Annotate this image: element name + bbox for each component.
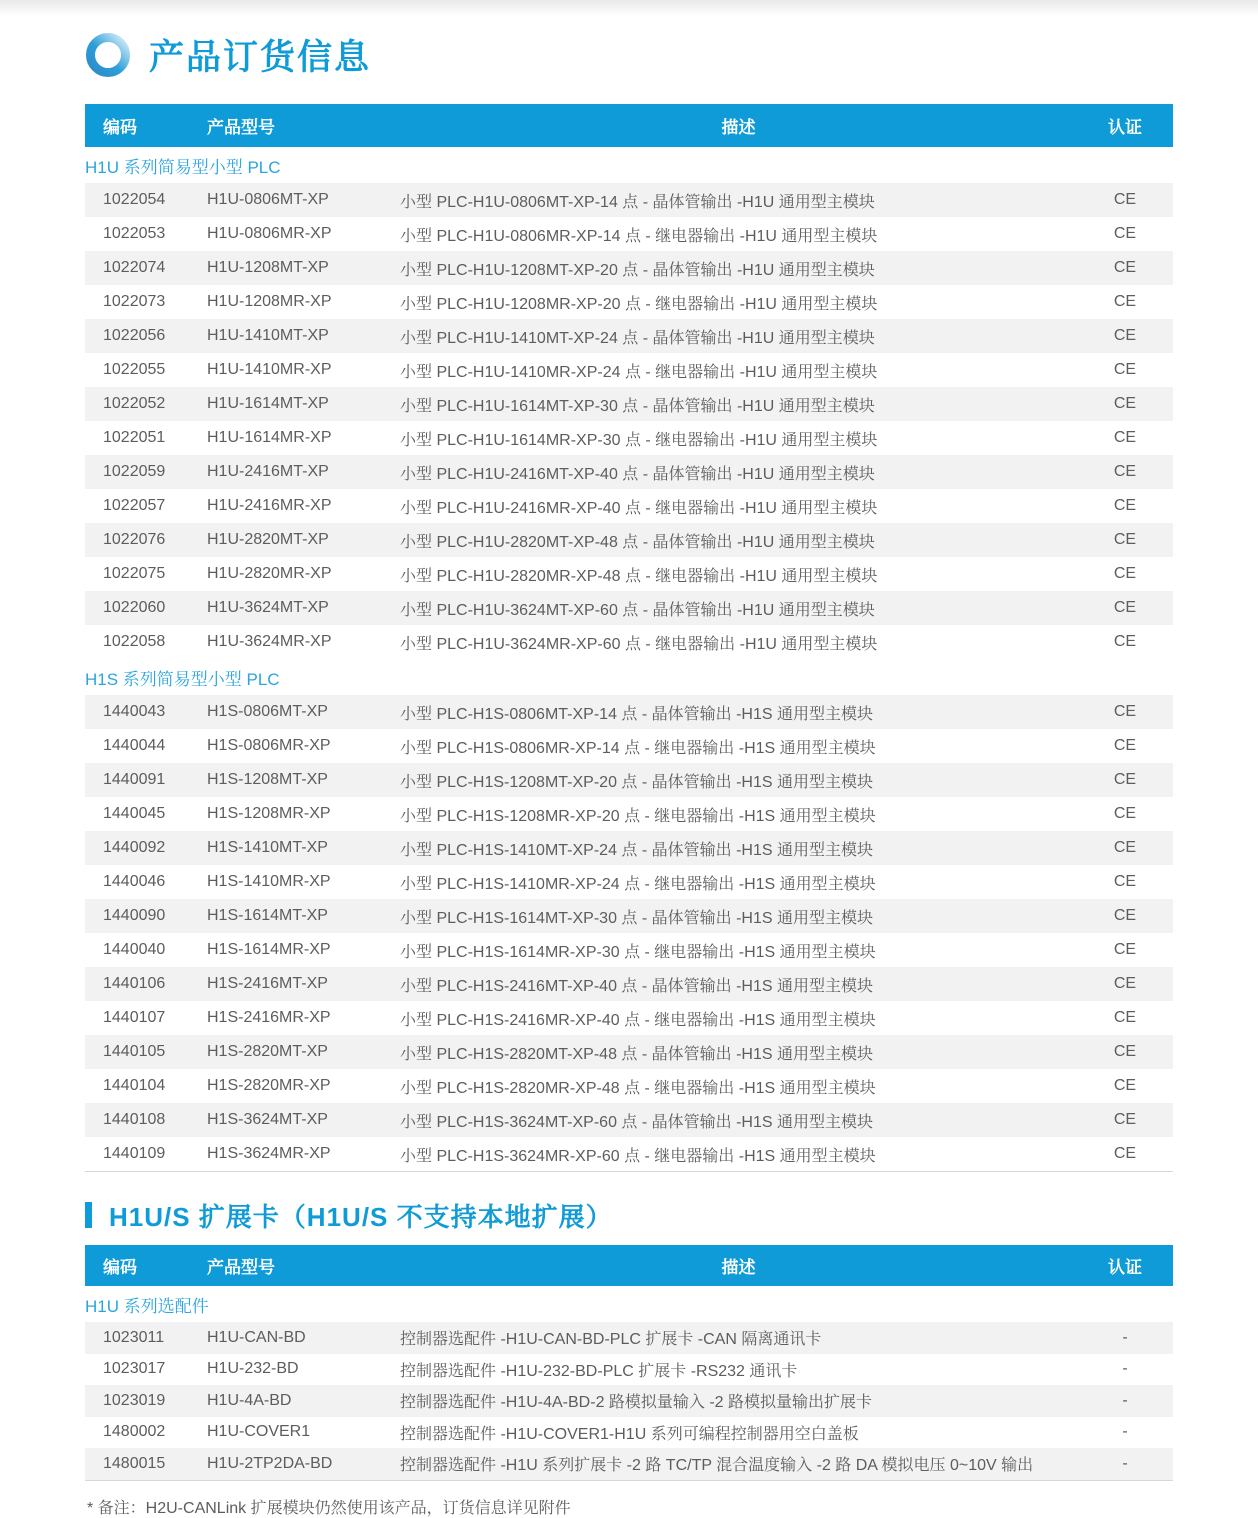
table-row bbox=[85, 1354, 1173, 1386]
cell-description: 小型 PLC-H1U-1208MT-XP-20 点 - 晶体管输出 -H1U 通用型主模块 bbox=[400, 261, 875, 279]
table-row bbox=[85, 251, 1173, 285]
cell-certification: CE bbox=[1113, 771, 1137, 788]
cell-code: 1440043 bbox=[103, 703, 166, 720]
cell-code: 1480015 bbox=[103, 1454, 166, 1472]
cell-code: 1022059 bbox=[103, 463, 166, 480]
cell-certification: - bbox=[1122, 1391, 1128, 1409]
plc-order-table-body bbox=[85, 147, 1173, 1171]
table-row bbox=[85, 967, 1173, 1001]
cell-code: 1440104 bbox=[103, 1077, 166, 1094]
expansion-card-section-title: H1U/S 扩展卡（H1U/S 不支持本地扩展） bbox=[109, 1201, 613, 1232]
cell-model: H1S-1614MR-XP bbox=[207, 941, 331, 958]
cell-certification: - bbox=[1122, 1360, 1128, 1378]
table-row bbox=[85, 523, 1173, 557]
table-row bbox=[85, 591, 1173, 625]
page-top-shade bbox=[0, 0, 1258, 16]
cell-code: 1440040 bbox=[103, 941, 166, 958]
cell-description: 小型 PLC-H1S-1410MR-XP-24 点 - 继电器输出 -H1S 通用型主模块 bbox=[400, 875, 876, 893]
cell-description: 小型 PLC-H1U-0806MT-XP-14 点 - 晶体管输出 -H1U 通用型主模块 bbox=[400, 193, 875, 211]
table-row bbox=[85, 695, 1173, 729]
cell-model: H1U-3624MT-XP bbox=[207, 599, 329, 616]
cell-description: 小型 PLC-H1S-1208MT-XP-20 点 - 晶体管输出 -H1S 通用型主模块 bbox=[400, 773, 873, 791]
group-label: H1S 系列简易型小型 PLC bbox=[85, 669, 280, 689]
table-row bbox=[85, 319, 1173, 353]
cell-description: 小型 PLC-H1S-0806MT-XP-14 点 - 晶体管输出 -H1S 通用型主模块 bbox=[400, 705, 873, 723]
table-row bbox=[85, 1448, 1173, 1480]
column-header-certification: 认证 bbox=[1108, 1258, 1142, 1277]
cell-model: H1U-CAN-BD bbox=[207, 1328, 306, 1346]
cell-model: H1S-0806MT-XP bbox=[207, 703, 328, 720]
cell-certification: CE bbox=[1113, 703, 1137, 720]
cell-code: 1022052 bbox=[103, 395, 166, 412]
cell-description: 控制器选配件 -H1U-COVER1-H1U 系列可编程控制器用空白盖板 bbox=[400, 1425, 859, 1443]
cell-model: H1U-3624MR-XP bbox=[207, 633, 332, 650]
table-row bbox=[85, 455, 1173, 489]
cell-description: 小型 PLC-H1U-2416MR-XP-40 点 - 继电器输出 -H1U 通用型主模块 bbox=[400, 499, 878, 517]
heading-accent-bar bbox=[85, 1202, 92, 1228]
cell-model: H1S-3624MR-XP bbox=[207, 1145, 331, 1162]
cell-code: 1022075 bbox=[103, 565, 166, 582]
cell-model: H1S-1614MT-XP bbox=[207, 907, 328, 924]
cell-model: H1S-1410MT-XP bbox=[207, 839, 328, 856]
group-header-row bbox=[85, 659, 1173, 695]
ring-icon bbox=[85, 32, 131, 78]
cell-model: H1U-COVER1 bbox=[207, 1423, 311, 1441]
cell-description: 小型 PLC-H1U-2820MT-XP-48 点 - 晶体管输出 -H1U 通用型主模块 bbox=[400, 533, 875, 551]
column-header-model: 产品型号 bbox=[207, 118, 275, 137]
cell-model: H1U-2416MT-XP bbox=[207, 463, 329, 480]
plc-order-table bbox=[85, 104, 1173, 1172]
cell-description: 小型 PLC-H1U-3624MR-XP-60 点 - 继电器输出 -H1U 通用型主模块 bbox=[400, 635, 878, 653]
cell-certification: CE bbox=[1113, 429, 1137, 446]
cell-model: H1U-1614MT-XP bbox=[207, 395, 329, 412]
cell-code: 1022054 bbox=[103, 191, 166, 208]
table-row bbox=[85, 1417, 1173, 1449]
cell-certification: CE bbox=[1113, 633, 1137, 650]
cell-model: H1U-1410MR-XP bbox=[207, 361, 332, 378]
table-header-row bbox=[85, 1245, 1173, 1286]
cell-description: 小型 PLC-H1S-1614MT-XP-30 点 - 晶体管输出 -H1S 通用型主模块 bbox=[400, 909, 873, 927]
cell-description: 小型 PLC-H1U-1410MT-XP-24 点 - 晶体管输出 -H1U 通用型主模块 bbox=[400, 329, 875, 347]
cell-model: H1S-0806MR-XP bbox=[207, 737, 331, 754]
cell-certification: CE bbox=[1113, 737, 1137, 754]
cell-certification: CE bbox=[1113, 463, 1137, 480]
group-label: H1U 系列选配件 bbox=[85, 1296, 209, 1316]
table-row bbox=[85, 1001, 1173, 1035]
cell-certification: - bbox=[1122, 1328, 1128, 1346]
cell-description: 小型 PLC-H1S-2820MR-XP-48 点 - 继电器输出 -H1S 通用型主模块 bbox=[400, 1079, 876, 1097]
table-row bbox=[85, 421, 1173, 455]
cell-code: 1022056 bbox=[103, 327, 166, 344]
cell-description: 小型 PLC-H1U-2820MR-XP-48 点 - 继电器输出 -H1U 通用型主模块 bbox=[400, 567, 878, 585]
cell-model: H1S-2820MT-XP bbox=[207, 1043, 328, 1060]
cell-description: 小型 PLC-H1U-0806MR-XP-14 点 - 继电器输出 -H1U 通用型主模块 bbox=[400, 227, 878, 245]
cell-code: 1440044 bbox=[103, 737, 166, 754]
table-row bbox=[85, 831, 1173, 865]
cell-model: H1U-2820MR-XP bbox=[207, 565, 332, 582]
cell-code: 1023019 bbox=[103, 1391, 166, 1409]
cell-code: 1022060 bbox=[103, 599, 166, 616]
cell-certification: CE bbox=[1113, 191, 1137, 208]
cell-description: 小型 PLC-H1S-2416MR-XP-40 点 - 继电器输出 -H1S 通用型主模块 bbox=[400, 1011, 876, 1029]
cell-description: 小型 PLC-H1S-1614MR-XP-30 点 - 继电器输出 -H1S 通用型主模块 bbox=[400, 943, 876, 961]
cell-description: 小型 PLC-H1S-3624MR-XP-60 点 - 继电器输出 -H1S 通用型主模块 bbox=[400, 1147, 876, 1165]
table-row bbox=[85, 797, 1173, 831]
cell-model: H1U-2TP2DA-BD bbox=[207, 1454, 333, 1472]
cell-description: 小型 PLC-H1U-3624MT-XP-60 点 - 晶体管输出 -H1U 通用型主模块 bbox=[400, 601, 875, 619]
cell-model: H1U-0806MT-XP bbox=[207, 191, 329, 208]
table-row bbox=[85, 557, 1173, 591]
cell-certification: CE bbox=[1113, 1145, 1137, 1162]
cell-code: 1440105 bbox=[103, 1043, 166, 1060]
cell-code: 1440046 bbox=[103, 873, 166, 890]
cell-model: H1S-1208MT-XP bbox=[207, 771, 328, 788]
cell-model: H1U-1614MR-XP bbox=[207, 429, 332, 446]
table-row bbox=[85, 217, 1173, 251]
table-row bbox=[85, 1385, 1173, 1417]
cell-code: 1440106 bbox=[103, 975, 166, 992]
footnote: * 备注：H2U-CANLink 扩展模块仍然使用该产品，订货信息详见附件 bbox=[87, 1499, 571, 1517]
page-title: 产品订货信息 bbox=[149, 38, 372, 77]
cell-certification: CE bbox=[1113, 805, 1137, 822]
cell-model: H1U-0806MR-XP bbox=[207, 225, 332, 242]
cell-code: 1022051 bbox=[103, 429, 166, 446]
cell-certification: CE bbox=[1113, 361, 1137, 378]
cell-description: 小型 PLC-H1S-3624MT-XP-60 点 - 晶体管输出 -H1S 通用型主模块 bbox=[400, 1113, 873, 1131]
table-header-row bbox=[85, 104, 1173, 147]
expansion-card-table-body bbox=[85, 1286, 1173, 1480]
cell-certification: CE bbox=[1113, 1111, 1137, 1128]
table-row bbox=[85, 1035, 1173, 1069]
cell-certification: - bbox=[1122, 1454, 1128, 1472]
cell-certification: CE bbox=[1113, 975, 1137, 992]
cell-code: 1440107 bbox=[103, 1009, 166, 1026]
group-header-row bbox=[85, 147, 1173, 183]
cell-description: 小型 PLC-H1U-2416MT-XP-40 点 - 晶体管输出 -H1U 通用型主模块 bbox=[400, 465, 875, 483]
cell-code: 1440109 bbox=[103, 1145, 166, 1162]
cell-certification: CE bbox=[1113, 225, 1137, 242]
cell-certification: CE bbox=[1113, 497, 1137, 514]
cell-model: H1U-232-BD bbox=[207, 1360, 299, 1378]
group-header-row bbox=[85, 1286, 1173, 1322]
cell-certification: CE bbox=[1113, 839, 1137, 856]
expansion-card-table bbox=[85, 1245, 1173, 1481]
cell-code: 1480002 bbox=[103, 1423, 166, 1441]
table-row bbox=[85, 1137, 1173, 1171]
cell-code: 1440092 bbox=[103, 839, 166, 856]
cell-code: 1022076 bbox=[103, 531, 166, 548]
cell-model: H1U-2820MT-XP bbox=[207, 531, 329, 548]
column-header-model: 产品型号 bbox=[207, 1258, 275, 1277]
column-header-description: 描述 bbox=[721, 118, 756, 137]
column-header-code: 编码 bbox=[103, 1258, 137, 1277]
expansion-card-section-heading bbox=[85, 1200, 1258, 1230]
cell-code: 1022058 bbox=[103, 633, 166, 650]
table-row bbox=[85, 625, 1173, 659]
cell-code: 1023011 bbox=[103, 1328, 165, 1346]
cell-description: 小型 PLC-H1S-2820MT-XP-48 点 - 晶体管输出 -H1S 通用型主模块 bbox=[400, 1045, 873, 1063]
cell-code: 1440091 bbox=[103, 771, 166, 788]
cell-model: H1U-1410MT-XP bbox=[207, 327, 329, 344]
column-header-description: 描述 bbox=[721, 1258, 756, 1277]
cell-code: 1023017 bbox=[103, 1360, 166, 1378]
table-row bbox=[85, 1103, 1173, 1137]
cell-certification: CE bbox=[1113, 531, 1137, 548]
cell-certification: CE bbox=[1113, 259, 1137, 276]
cell-code: 1440108 bbox=[103, 1111, 166, 1128]
cell-description: 小型 PLC-H1U-1410MR-XP-24 点 - 继电器输出 -H1U 通用型主模块 bbox=[400, 363, 878, 381]
cell-certification: CE bbox=[1113, 395, 1137, 412]
cell-code: 1022074 bbox=[103, 259, 166, 276]
page-header bbox=[85, 30, 1258, 80]
cell-code: 1022057 bbox=[103, 497, 166, 514]
cell-description: 控制器选配件 -H1U 系列扩展卡 -2 路 TC/TP 混合温度输入 -2 路 DA 模拟电压 0~10V 输出 bbox=[400, 1457, 1034, 1475]
table-row bbox=[85, 865, 1173, 899]
cell-model: H1S-3624MT-XP bbox=[207, 1111, 328, 1128]
cell-certification: CE bbox=[1113, 293, 1137, 310]
table-row bbox=[85, 387, 1173, 421]
cell-model: H1S-2820MR-XP bbox=[207, 1077, 331, 1094]
cell-code: 1022073 bbox=[103, 293, 166, 310]
cell-model: H1S-1410MR-XP bbox=[207, 873, 331, 890]
cell-certification: CE bbox=[1113, 873, 1137, 890]
cell-description: 小型 PLC-H1U-1614MT-XP-30 点 - 晶体管输出 -H1U 通用型主模块 bbox=[400, 397, 875, 415]
cell-certification: CE bbox=[1113, 907, 1137, 924]
cell-certification: CE bbox=[1113, 1043, 1137, 1060]
cell-certification: CE bbox=[1113, 599, 1137, 616]
cell-description: 控制器选配件 -H1U-CAN-BD-PLC 扩展卡 -CAN 隔离通讯卡 bbox=[400, 1331, 822, 1349]
cell-model: H1U-1208MR-XP bbox=[207, 293, 332, 310]
table-row bbox=[85, 1322, 1173, 1354]
cell-certification: CE bbox=[1113, 941, 1137, 958]
cell-model: H1S-2416MT-XP bbox=[207, 975, 328, 992]
table-row bbox=[85, 729, 1173, 763]
cell-description: 小型 PLC-H1S-1410MT-XP-24 点 - 晶体管输出 -H1S 通用型主模块 bbox=[400, 841, 873, 859]
cell-description: 小型 PLC-H1U-1208MR-XP-20 点 - 继电器输出 -H1U 通用型主模块 bbox=[400, 295, 878, 313]
table-row bbox=[85, 489, 1173, 523]
table-row bbox=[85, 899, 1173, 933]
table-row bbox=[85, 1069, 1173, 1103]
cell-description: 小型 PLC-H1S-1208MR-XP-20 点 - 继电器输出 -H1S 通用型主模块 bbox=[400, 807, 876, 825]
column-header-certification: 认证 bbox=[1108, 118, 1142, 137]
cell-certification: CE bbox=[1113, 1009, 1137, 1026]
cell-description: 控制器选配件 -H1U-4A-BD-2 路模拟量输入 -2 路模拟量输出扩展卡 bbox=[400, 1394, 873, 1412]
table-row bbox=[85, 353, 1173, 387]
cell-model: H1S-2416MR-XP bbox=[207, 1009, 331, 1026]
cell-model: H1U-2416MR-XP bbox=[207, 497, 332, 514]
cell-model: H1S-1208MR-XP bbox=[207, 805, 331, 822]
cell-certification: CE bbox=[1113, 1077, 1137, 1094]
cell-description: 小型 PLC-H1S-2416MT-XP-40 点 - 晶体管输出 -H1S 通用型主模块 bbox=[400, 977, 873, 995]
cell-certification: CE bbox=[1113, 327, 1137, 344]
cell-model: H1U-4A-BD bbox=[207, 1391, 292, 1409]
table-row bbox=[85, 933, 1173, 967]
table-row bbox=[85, 183, 1173, 217]
cell-model: H1U-1208MT-XP bbox=[207, 259, 329, 276]
cell-code: 1022053 bbox=[103, 225, 166, 242]
cell-code: 1022055 bbox=[103, 361, 166, 378]
cell-description: 控制器选配件 -H1U-232-BD-PLC 扩展卡 -RS232 通讯卡 bbox=[400, 1362, 798, 1380]
cell-code: 1440045 bbox=[103, 805, 166, 822]
cell-description: 小型 PLC-H1S-0806MR-XP-14 点 - 继电器输出 -H1S 通用型主模块 bbox=[400, 739, 876, 757]
table-row bbox=[85, 285, 1173, 319]
cell-description: 小型 PLC-H1U-1614MR-XP-30 点 - 继电器输出 -H1U 通用型主模块 bbox=[400, 431, 878, 449]
cell-certification: - bbox=[1122, 1423, 1128, 1441]
cell-code: 1440090 bbox=[103, 907, 166, 924]
cell-certification: CE bbox=[1113, 565, 1137, 582]
group-label: H1U 系列简易型小型 PLC bbox=[85, 157, 281, 177]
column-header-code: 编码 bbox=[103, 118, 137, 137]
table-row bbox=[85, 763, 1173, 797]
